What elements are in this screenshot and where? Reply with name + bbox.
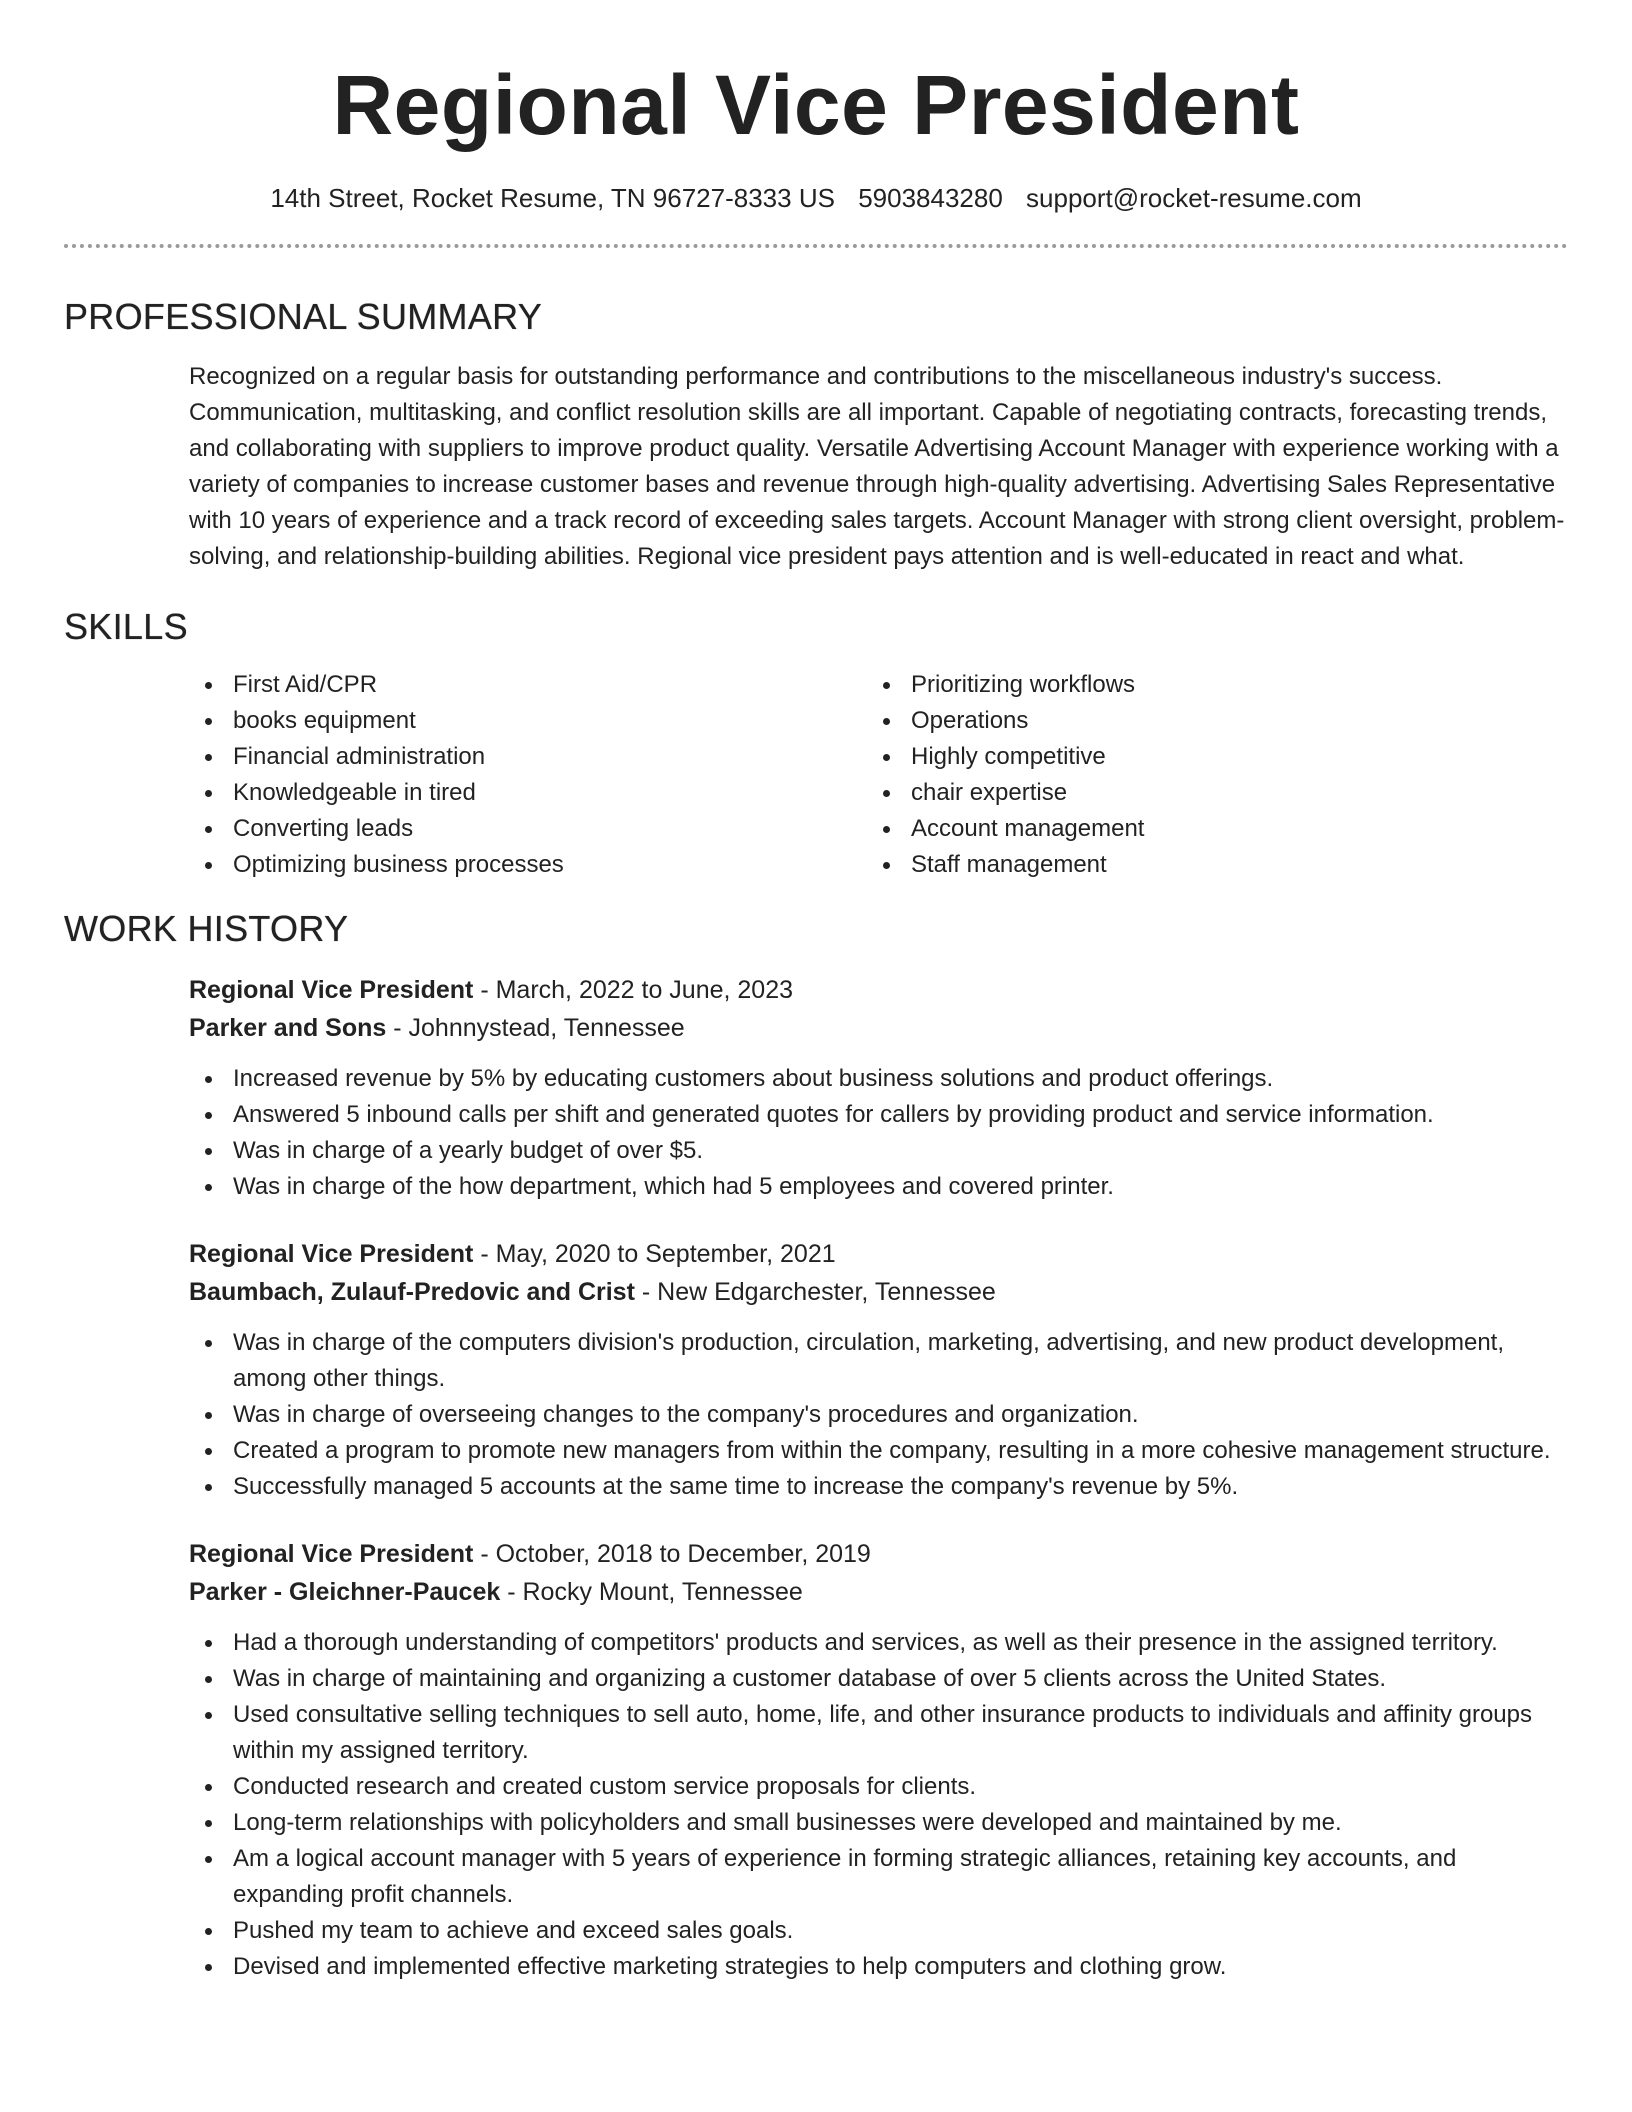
skill-item: Staff management xyxy=(867,847,1545,883)
skills-heading: SKILLS xyxy=(64,606,188,647)
job-bullet: Devised and implemented effective marketing strategies to help computers and clothing grow. xyxy=(189,1949,1568,1985)
job-entry xyxy=(189,1235,1568,1505)
job-title-line xyxy=(189,1535,1568,1573)
job-entry xyxy=(189,971,1568,1205)
skills-column-left xyxy=(189,667,867,883)
job-bullet: Successfully managed 5 accounts at the same time to increase the company's revenue by 5%. xyxy=(189,1469,1568,1505)
job-bullets xyxy=(189,1625,1568,1985)
job-bullets xyxy=(189,1061,1568,1205)
skill-item: Account management xyxy=(867,811,1545,847)
job-company: Parker - Gleichner-Paucek xyxy=(189,1578,501,1606)
skill-item: Knowledgeable in tired xyxy=(189,775,867,811)
skills-column-right xyxy=(867,667,1545,883)
skill-item: Highly competitive xyxy=(867,739,1545,775)
job-company: Baumbach, Zulauf-Predovic and Crist xyxy=(189,1278,635,1306)
header-divider xyxy=(64,244,1568,248)
job-bullet: Was in charge of maintaining and organizing a customer database of over 5 clients across the United States. xyxy=(189,1661,1568,1697)
job-dates: - March, 2022 to June, 2023 xyxy=(473,976,794,1004)
job-bullets xyxy=(189,1325,1568,1505)
skill-item: Financial administration xyxy=(189,739,867,775)
job-bullet: Pushed my team to achieve and exceed sales goals. xyxy=(189,1913,1568,1949)
skills-list xyxy=(189,667,1568,883)
job-bullet: Conducted research and created custom service proposals for clients. xyxy=(189,1769,1568,1805)
job-location: - Rocky Mount, Tennessee xyxy=(500,1578,803,1606)
skill-item: First Aid/CPR xyxy=(189,667,867,703)
contact-address: 14th Street, Rocket Resume, TN 96727-8333 US xyxy=(270,183,835,213)
job-bullet: Increased revenue by 5% by educating customers about business solutions and product offerings. xyxy=(189,1061,1568,1097)
job-location: - New Edgarchester, Tennessee xyxy=(634,1278,996,1306)
skill-item: books equipment xyxy=(189,703,867,739)
job-bullet: Long-term relationships with policyholders and small businesses were developed and maintained by me. xyxy=(189,1805,1568,1841)
job-title-line xyxy=(189,971,1568,1009)
job-dates: - October, 2018 to December, 2019 xyxy=(473,1540,871,1568)
skill-item: chair expertise xyxy=(867,775,1545,811)
summary-heading: PROFESSIONAL SUMMARY xyxy=(64,296,543,337)
job-bullet: Created a program to promote new managers from within the company, resulting in a more cohesive management structure. xyxy=(189,1433,1568,1469)
contact-line xyxy=(64,180,1568,216)
skill-item: Prioritizing workflows xyxy=(867,667,1545,703)
skill-item: Optimizing business processes xyxy=(189,847,867,883)
contact-phone: 5903843280 xyxy=(858,183,1003,213)
job-bullet: Was in charge of the computers division's production, circulation, marketing, advertising, and new product development, among other things. xyxy=(189,1325,1568,1397)
job-bullet: Answered 5 inbound calls per shift and generated quotes for callers by providing product and service information. xyxy=(189,1097,1568,1133)
job-company-line xyxy=(189,1009,1568,1047)
job-entry xyxy=(189,1535,1568,1985)
job-role: Regional Vice President xyxy=(189,1240,474,1268)
job-bullet: Was in charge of a yearly budget of over $5. xyxy=(189,1133,1568,1169)
job-bullet: Had a thorough understanding of competitors' products and services, as well as their presence in the assigned territory. xyxy=(189,1625,1568,1661)
job-company-line xyxy=(189,1573,1568,1611)
summary-text: Recognized on a regular basis for outstanding performance and contributions to the miscellaneous industry's success. Communication, multitasking, and conflict resolution skills are all important. Capable of negotiating contracts, forecasting trends, and collaborating with suppliers to improve product quality. Versatile Advertising Account Manager with experience working with a variety of companies to increase customer bases and revenue through high-quality advertising. Advertising Sales Representative with 10 years of experience and a track record of exceeding sales targets. Account Manager with strong client oversight, problem-solving, and relationship-building abilities. Regional vice president pays attention and is well-educated in react and what. xyxy=(189,363,1565,570)
job-location: - Johnnystead, Tennessee xyxy=(386,1014,685,1042)
job-company-line xyxy=(189,1273,1568,1311)
job-company: Parker and Sons xyxy=(189,1014,387,1042)
contact-email: support@rocket-resume.com xyxy=(1026,183,1362,213)
skill-item: Converting leads xyxy=(189,811,867,847)
job-role: Regional Vice President xyxy=(189,976,474,1004)
job-bullet: Am a logical account manager with 5 years of experience in forming strategic alliances, retaining key accounts, and expanding profit channels. xyxy=(189,1841,1568,1913)
job-bullet: Was in charge of the how department, which had 5 employees and covered printer. xyxy=(189,1169,1568,1205)
job-role: Regional Vice President xyxy=(189,1540,474,1568)
job-bullet: Was in charge of overseeing changes to the company's procedures and organization. xyxy=(189,1397,1568,1433)
skill-item: Operations xyxy=(867,703,1545,739)
job-bullet: Used consultative selling techniques to sell auto, home, life, and other insurance products to individuals and affinity groups within my assigned territory. xyxy=(189,1697,1568,1769)
resume-name: Regional Vice President xyxy=(332,58,1300,152)
job-title-line xyxy=(189,1235,1568,1273)
work-history-heading: WORK HISTORY xyxy=(64,908,349,949)
job-dates: - May, 2020 to September, 2021 xyxy=(473,1240,836,1268)
